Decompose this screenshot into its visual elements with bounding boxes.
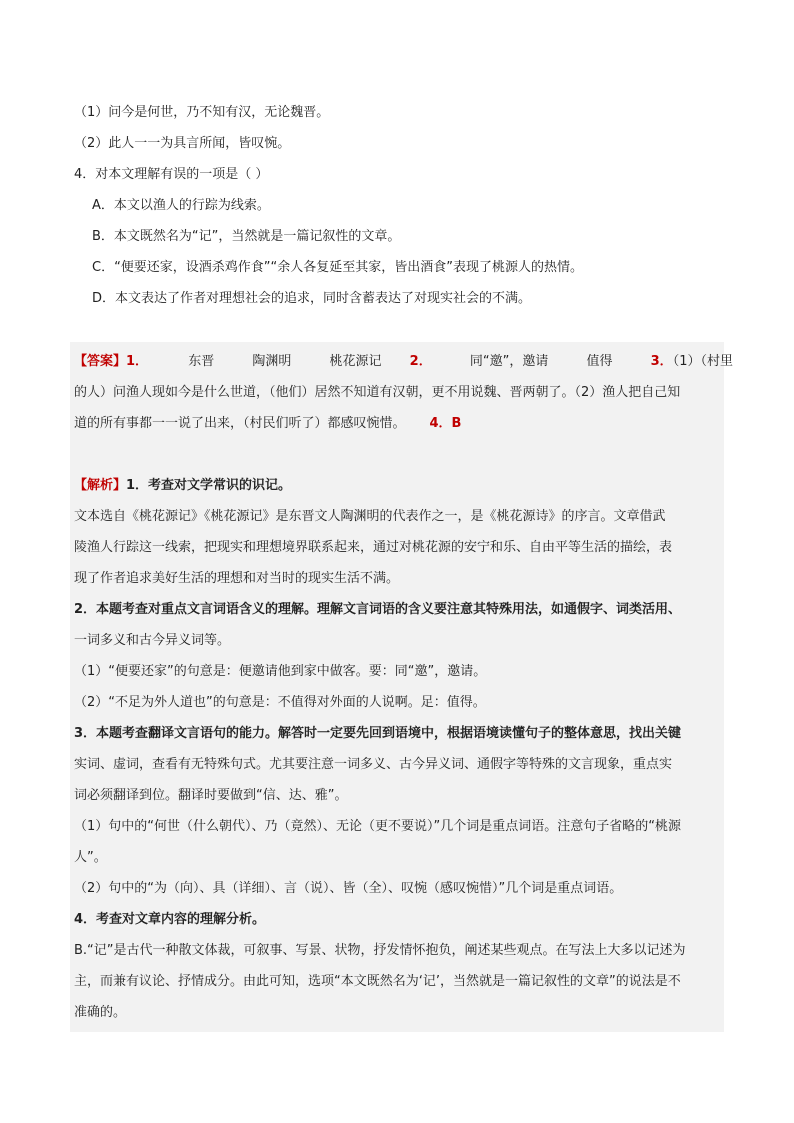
explanation-block [70,438,724,1032]
answer-q2-part-1: 同“邀”，邀请 [469,354,549,369]
explanation-line: 实词、虚词，查看有无特殊句式。尤其要注意一词多义、古今异义词、通假字等特殊的文言现象，重点实 [74,757,673,772]
question4-option-d: D．本文表达了作者对理想社会的追求，同时含蓄表达了对现实社会的不满。 [92,291,532,306]
explanation-line: 现了作者追求美好生活的理想和对当时的现实生活不满。 [74,571,400,586]
question4-stem: 4．对本文理解有误的一项是（ ） [74,167,269,182]
question4-option-a: A．本文以渔人的行踪为线索。 [92,198,270,213]
question3-item-2: （2）此人一一为具言所闻，皆叹惋。 [74,136,291,151]
explanation-line: （2）“不足为外人道也”的句意是：不值得对外面的人说啊。足：值得。 [74,695,486,710]
answer-line-2: 的人）问渔人现如今是什么世道，（他们）居然不知道有汉朝，更不用说魏、晋两朝了。（2）渔人把自己知 [74,385,681,400]
answer-q3-num: 3． [650,354,673,369]
answer-q3-line3: 道的所有事都一一说了出来，（村民们听了）都感叹惋惜。 [74,416,406,431]
explanation-line: 准确的。 [74,1005,127,1020]
explanation-line: 人”。 [74,850,107,865]
explanation-line: 3．本题考查翻译文言语句的能力。解答时一定要先回到语境中，根据语境读懂句子的整体意思，找出关键 [74,726,682,741]
answer-q1-num: 1． [126,354,149,369]
answer-label: 【答案】 [74,354,127,369]
explanation-line: （1）“便要还家”的句意是：便邀请他到家中做客。要：同“邀”，邀请。 [74,664,487,679]
explanation-line: B.“记”是古代一种散文体裁，可叙事、写景、状物，抒发情怀抱负，阐述某些观点。在写法上大多以记述为 [74,943,686,958]
explanation-line: （1）句中的“何世（什么朝代）、乃（竟然）、无论（更不要说）”几个词是重点词语。注意句子省略的“桃源 [74,819,681,834]
explanation-line: 2．本题考查对重点文言词语含义的理解。理解文言词语的含义要注意其特殊用法，如通假字、词类活用、 [74,602,682,617]
answer-q1-part-3: 桃花源记 [329,354,382,369]
question4-option-b: B．本文既然名为“记”，当然就是一篇记叙性的文章。 [92,229,401,244]
answer-q1-part-1: 东晋 [188,354,215,369]
answer-block [70,342,733,438]
answer-q4: 4．B [429,416,462,431]
explanation-line-1: 【解析】1．考查对文学常识的识记。 [74,478,292,493]
answer-q2-num: 2． [409,354,432,369]
explanation-line: 文本选自《桃花源记》《桃花源记》是东晋文人陶渊明的代表作之一，是《桃花源诗》的序言。文章借武 [74,509,666,524]
answer-q3-line1: （1）（村里 [672,354,733,369]
question4-option-c: C．“便要还家，设酒杀鸡作食”“余人各复延至其家，皆出酒食”表现了桃源人的热情。 [92,260,584,275]
answer-q1-part-2: 陶渊明 [252,354,292,369]
explanation-line: 一词多义和古今异义词等。 [74,633,231,648]
explanation-label: 【解析】 [74,478,127,493]
explanation-line: 4．考查对文章内容的理解分析。 [74,912,266,927]
answer-q2-part-2: 值得 [586,354,613,369]
explanation-line: 主，而兼有议论、抒情成分。由此可知，选项“本文既然名为‘记’，当然就是一篇记叙性的文章”的说法是不 [74,974,681,989]
answer-line-1 [74,352,733,372]
question3-item-1: （1）问今是何世，乃不知有汉，无论魏晋。 [74,105,330,120]
answer-line-3 [74,414,461,434]
explanation-line: 词必须翻译到位。翻译时要做到“信、达、雅”。 [74,788,348,803]
explanation-line: （2）句中的“为（向）、具（详细）、言（说）、皆（全）、叹惋（感叹惋惜）”几个词是重点词语。 [74,881,623,896]
explanation-line: 陵渔人行踪这一线索，把现实和理想境界联系起来，通过对桃花源的安宁和乐、自由平等生活的描绘，表 [74,540,673,555]
